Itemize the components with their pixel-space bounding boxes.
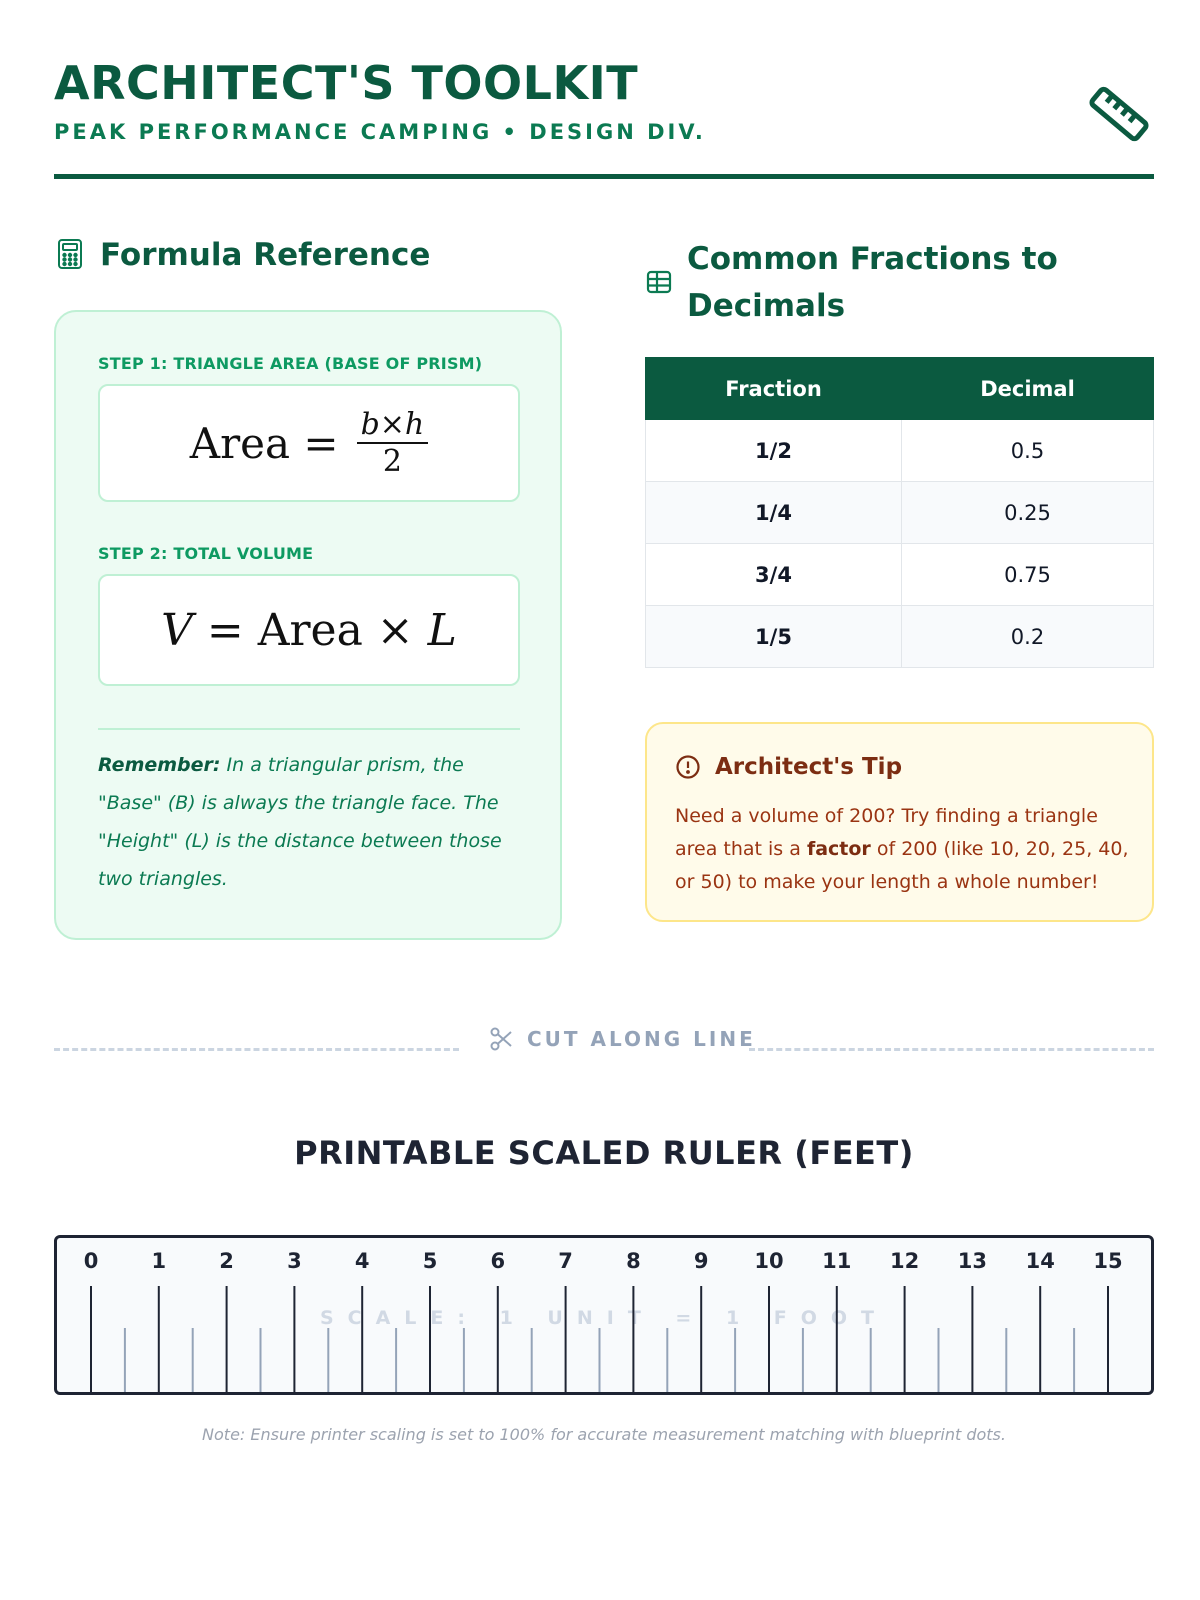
ruler-scale-text: SCALE: 1 UNIT = 1 FOOT [319,1307,889,1329]
volume-formula [98,574,520,686]
page-header [54,56,1154,144]
ruler-label-0: 0 [83,1249,99,1273]
cut-line [54,1018,1154,1058]
ruler-label-14: 14 [1025,1249,1055,1273]
column-header-fraction: Fraction [646,358,902,420]
cut-label: CUT ALONG LINE [527,1027,756,1051]
ruler-label-11: 11 [822,1249,852,1273]
formula-fraction [357,408,429,479]
tip-text-before: Need a volume of 200? Try finding a triangle area that is a [675,805,1098,860]
fraction-cell: 3/4 [646,544,902,606]
ruler-label-13: 13 [957,1249,988,1273]
ruler-label-5: 5 [422,1249,438,1273]
fractions-table [645,357,1154,668]
fraction-cell: 1/4 [646,482,902,544]
formula-divider [98,728,520,730]
fraction-cell: 1/5 [646,606,902,668]
formula-area-lhs: Area = [189,418,339,468]
architect-tip-card [645,722,1154,922]
ruler-label-9: 9 [693,1249,709,1273]
page-subtitle: PEAK PERFORMANCE CAMPING • DESIGN DIV. [54,120,706,144]
table-header-row [646,358,1154,420]
formula-middle: = Area × [192,604,428,656]
formula-v: V [161,604,193,656]
formula-heading [54,232,430,279]
table-row [646,544,1154,606]
scissors-icon [489,1026,515,1052]
decimal-cell: 0.25 [902,482,1154,544]
ruler-label-8: 8 [626,1249,641,1273]
triangle-area-formula [98,384,520,502]
remember-label: Remember: [98,754,221,776]
table-row [646,420,1154,482]
tip-header [675,754,902,780]
table-icon [645,268,673,296]
ruler-graphic [57,1238,1151,1392]
remember-text: In a triangular prism, the "Base" (B) is always the triangle face. The "Height" (L) is the distance between those two triangles. [98,754,502,890]
table-row [646,606,1154,668]
cut-dash-right [749,1048,1154,1051]
formula-heading-text: Formula Reference [100,237,431,273]
fraction-cell: 1/2 [646,420,902,482]
formula-numerator: b×h [357,408,429,444]
printer-note: Note: Ensure printer scaling is set to 100% for accurate measurement matching with blueprint dots. [202,1425,1006,1444]
step2-label: STEP 2: TOTAL VOLUME [98,544,314,563]
ruler-label-15: 15 [1093,1249,1123,1273]
remember-note [98,746,528,898]
ruler-label-7: 7 [558,1249,573,1273]
ruler-label-3: 3 [287,1249,302,1273]
calculator-icon [54,238,86,270]
tip-text-after: of 200 (like 10, 20, 25, 40, or 50) to make your length a whole number! [675,838,1129,893]
ruler-icon [1084,84,1154,144]
tip-text-bold: factor [806,838,871,860]
scaled-ruler [54,1235,1154,1395]
page-title: ARCHITECT'S TOOLKIT [54,56,639,110]
tip-body [675,800,1135,899]
ruler-title: PRINTABLE SCALED RULER (FEET) [294,1134,914,1172]
formula-l: L [427,604,457,656]
fractions-heading-text: Common Fractions to Decimals [687,241,1058,324]
table-row [646,482,1154,544]
step1-label: STEP 1: TRIANGLE AREA (BASE OF PRISM) [98,354,483,373]
formula-card [54,310,562,940]
ruler-label-6: 6 [490,1249,506,1273]
tip-title: Architect's Tip [715,754,903,780]
fractions-heading [645,236,1107,330]
decimal-cell: 0.75 [902,544,1154,606]
column-header-decimal: Decimal [902,358,1154,420]
header-divider [54,174,1154,179]
cut-label-group [489,1026,756,1052]
ruler-label-2: 2 [219,1249,234,1273]
cut-dash-left [54,1048,459,1051]
ruler-label-1: 1 [151,1249,167,1273]
decimal-cell: 0.5 [902,420,1154,482]
ruler-label-12: 12 [889,1249,920,1273]
ruler-label-10: 10 [754,1249,784,1273]
formula-denominator: 2 [382,443,402,479]
ruler-label-4: 4 [354,1249,370,1273]
decimal-cell: 0.2 [902,606,1154,668]
alert-circle-icon [675,754,701,780]
